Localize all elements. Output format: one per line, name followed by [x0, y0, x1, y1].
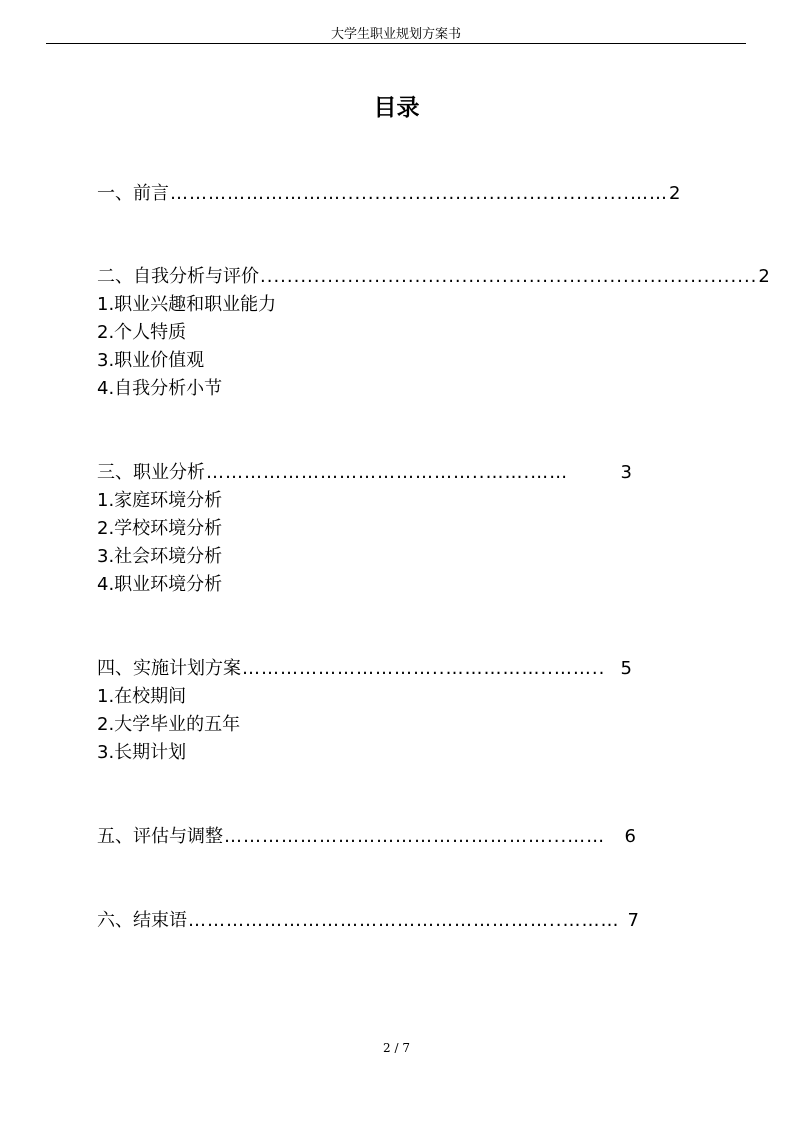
- page-header: [46, 26, 746, 44]
- toc-entry-label: 三、职业分析: [97, 462, 205, 483]
- toc-entry-leader: ..........................................................................: [260, 266, 758, 287]
- toc-entry-page: 3: [620, 462, 632, 483]
- toc-entry-leader: …………………………………………………..………: [188, 910, 620, 931]
- toc-entry-page: 6: [624, 826, 636, 847]
- toc-subitem[interactable]: 3.长期计划: [97, 742, 187, 763]
- toc-entry-label: 四、实施计划方案: [97, 658, 241, 679]
- toc-entry-page: 2: [669, 183, 681, 204]
- toc-entry-evaluation[interactable]: [97, 824, 636, 850]
- toc-subitem[interactable]: 1.家庭环境分析: [97, 490, 223, 511]
- toc-entry-self-analysis[interactable]: [97, 264, 770, 290]
- toc-subitem[interactable]: 3.职业价值观: [97, 350, 205, 371]
- toc-entry-career-analysis[interactable]: [97, 460, 632, 486]
- toc-entry-page: 5: [620, 658, 632, 679]
- toc-subitem[interactable]: 2.个人特质: [97, 322, 187, 343]
- toc-entry-page: 7: [627, 910, 639, 931]
- toc-subitem[interactable]: 4.职业环境分析: [97, 574, 223, 595]
- toc-entry-page: 2: [758, 266, 770, 287]
- page-number: 2 / 7: [383, 1041, 410, 1055]
- toc-entry-implementation-plan[interactable]: [97, 656, 632, 682]
- toc-entry-label: 六、结束语: [97, 910, 187, 931]
- header-title: 大学生职业规划方案书: [330, 27, 461, 42]
- toc-entry-leader: ……………………………………..…….……: [206, 462, 569, 483]
- toc-entry-preface[interactable]: [97, 181, 681, 207]
- toc-subitem[interactable]: 2.大学毕业的五年: [97, 714, 241, 735]
- toc-title: 目录: [373, 95, 420, 121]
- toc-entry-leader: ……………………………………………...……: [224, 826, 606, 847]
- toc-entry-leader: …………………………..……………..……..: [242, 658, 606, 679]
- toc-entry-label: 一、前言: [97, 183, 169, 204]
- toc-entry-label: 二、自我分析与评价: [97, 266, 259, 287]
- toc-subitem[interactable]: 1.职业兴趣和职业能力: [97, 294, 277, 315]
- toc-subitem[interactable]: 2.学校环境分析: [97, 518, 223, 539]
- toc-subitem[interactable]: 1.在校期间: [97, 686, 187, 707]
- toc-entry-label: 五、评估与调整: [97, 826, 223, 847]
- toc-subitem[interactable]: 4.自我分析小节: [97, 378, 223, 399]
- toc-subitem[interactable]: 3.社会环境分析: [97, 546, 223, 567]
- toc-entry-conclusion[interactable]: [97, 908, 639, 934]
- toc-entry-leader: ………………………...........................................……: [170, 183, 669, 204]
